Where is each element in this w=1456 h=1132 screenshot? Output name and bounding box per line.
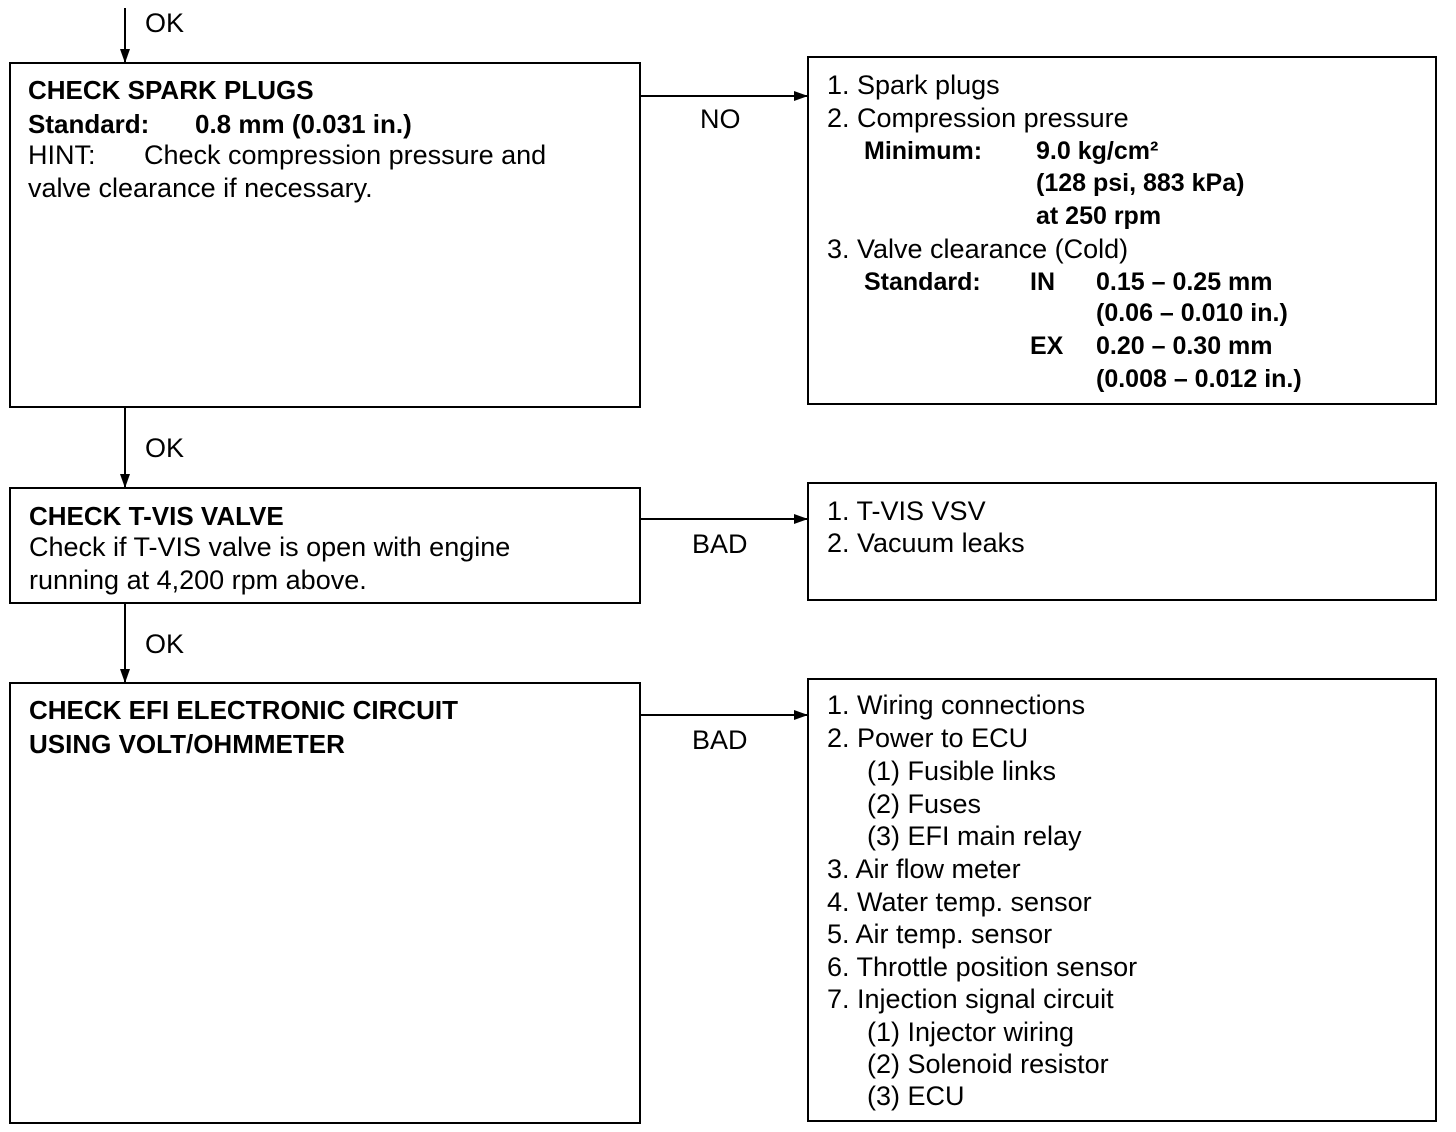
list-item: 5. Air temp. sensor [827,919,1053,949]
no-label: NO [700,104,741,134]
sub-list-item: (1) Injector wiring [867,1017,1075,1047]
step-text: Check if T-VIS valve is open with engine [29,532,511,562]
minimum-value: 9.0 kg/cm² [1036,137,1159,165]
standard-label: Standard: [864,268,981,296]
list-item: 4. Water temp. sensor [827,887,1092,917]
list-item: 3. Air flow meter [827,854,1021,884]
in-label: IN [1030,268,1055,296]
list-item: 3. Valve clearance (Cold) [827,234,1129,264]
step-box-efi-circuit [9,682,641,1124]
result-box-efi-circuit [807,678,1437,1122]
in-value: 0.15 – 0.25 mm [1096,268,1273,296]
hint-text: Check compression pressure and [144,140,547,170]
list-item: 2. Vacuum leaks [827,528,1025,558]
sub-list-item: (2) Solenoid resistor [867,1049,1109,1079]
step-title: CHECK EFI ELECTRONIC CIRCUIT [29,695,458,725]
list-item: 1. Wiring connections [827,690,1086,720]
step-title: CHECK T-VIS VALVE [29,501,284,531]
ex-value: (0.008 – 0.012 in.) [1096,365,1302,393]
ex-value: 0.20 – 0.30 mm [1096,332,1273,360]
standard-value: 0.8 mm (0.031 in.) [195,109,412,139]
in-value: (0.06 – 0.010 in.) [1096,299,1288,327]
sub-list-item: (3) EFI main relay [867,821,1082,851]
sub-list-item: (2) Fuses [867,789,982,819]
minimum-value: at 250 rpm [1036,202,1162,230]
hint-text: valve clearance if necessary. [28,173,373,203]
standard-label: Standard: [28,109,150,139]
list-item: 2. Power to ECU [827,723,1029,753]
list-item: 6. Throttle position sensor [827,952,1138,982]
ok-label: OK [145,8,185,38]
ok-label: OK [145,433,185,463]
result-box-spark-plugs [807,56,1437,405]
minimum-label: Minimum: [864,137,983,165]
ok-label: OK [145,629,185,659]
ex-label: EX [1030,332,1064,360]
step-title: CHECK SPARK PLUGS [28,75,314,105]
bad-label: BAD [692,529,748,559]
step-text: running at 4,200 rpm above. [29,565,367,595]
bad-label: BAD [692,725,748,755]
step-box-spark-plugs [9,62,641,408]
list-item: 7. Injection signal circuit [827,984,1114,1014]
step-title: USING VOLT/OHMMETER [29,729,345,759]
list-item: 2. Compression pressure [827,103,1129,133]
list-item: 1. T-VIS VSV [827,496,986,526]
result-box-tvis-valve [807,482,1437,601]
sub-list-item: (1) Fusible links [867,756,1057,786]
step-box-tvis-valve [9,487,641,604]
sub-list-item: (3) ECU [867,1081,965,1111]
minimum-value: (128 psi, 883 kPa) [1036,169,1245,197]
hint-label: HINT: [28,140,96,170]
list-item: 1. Spark plugs [827,70,1000,100]
